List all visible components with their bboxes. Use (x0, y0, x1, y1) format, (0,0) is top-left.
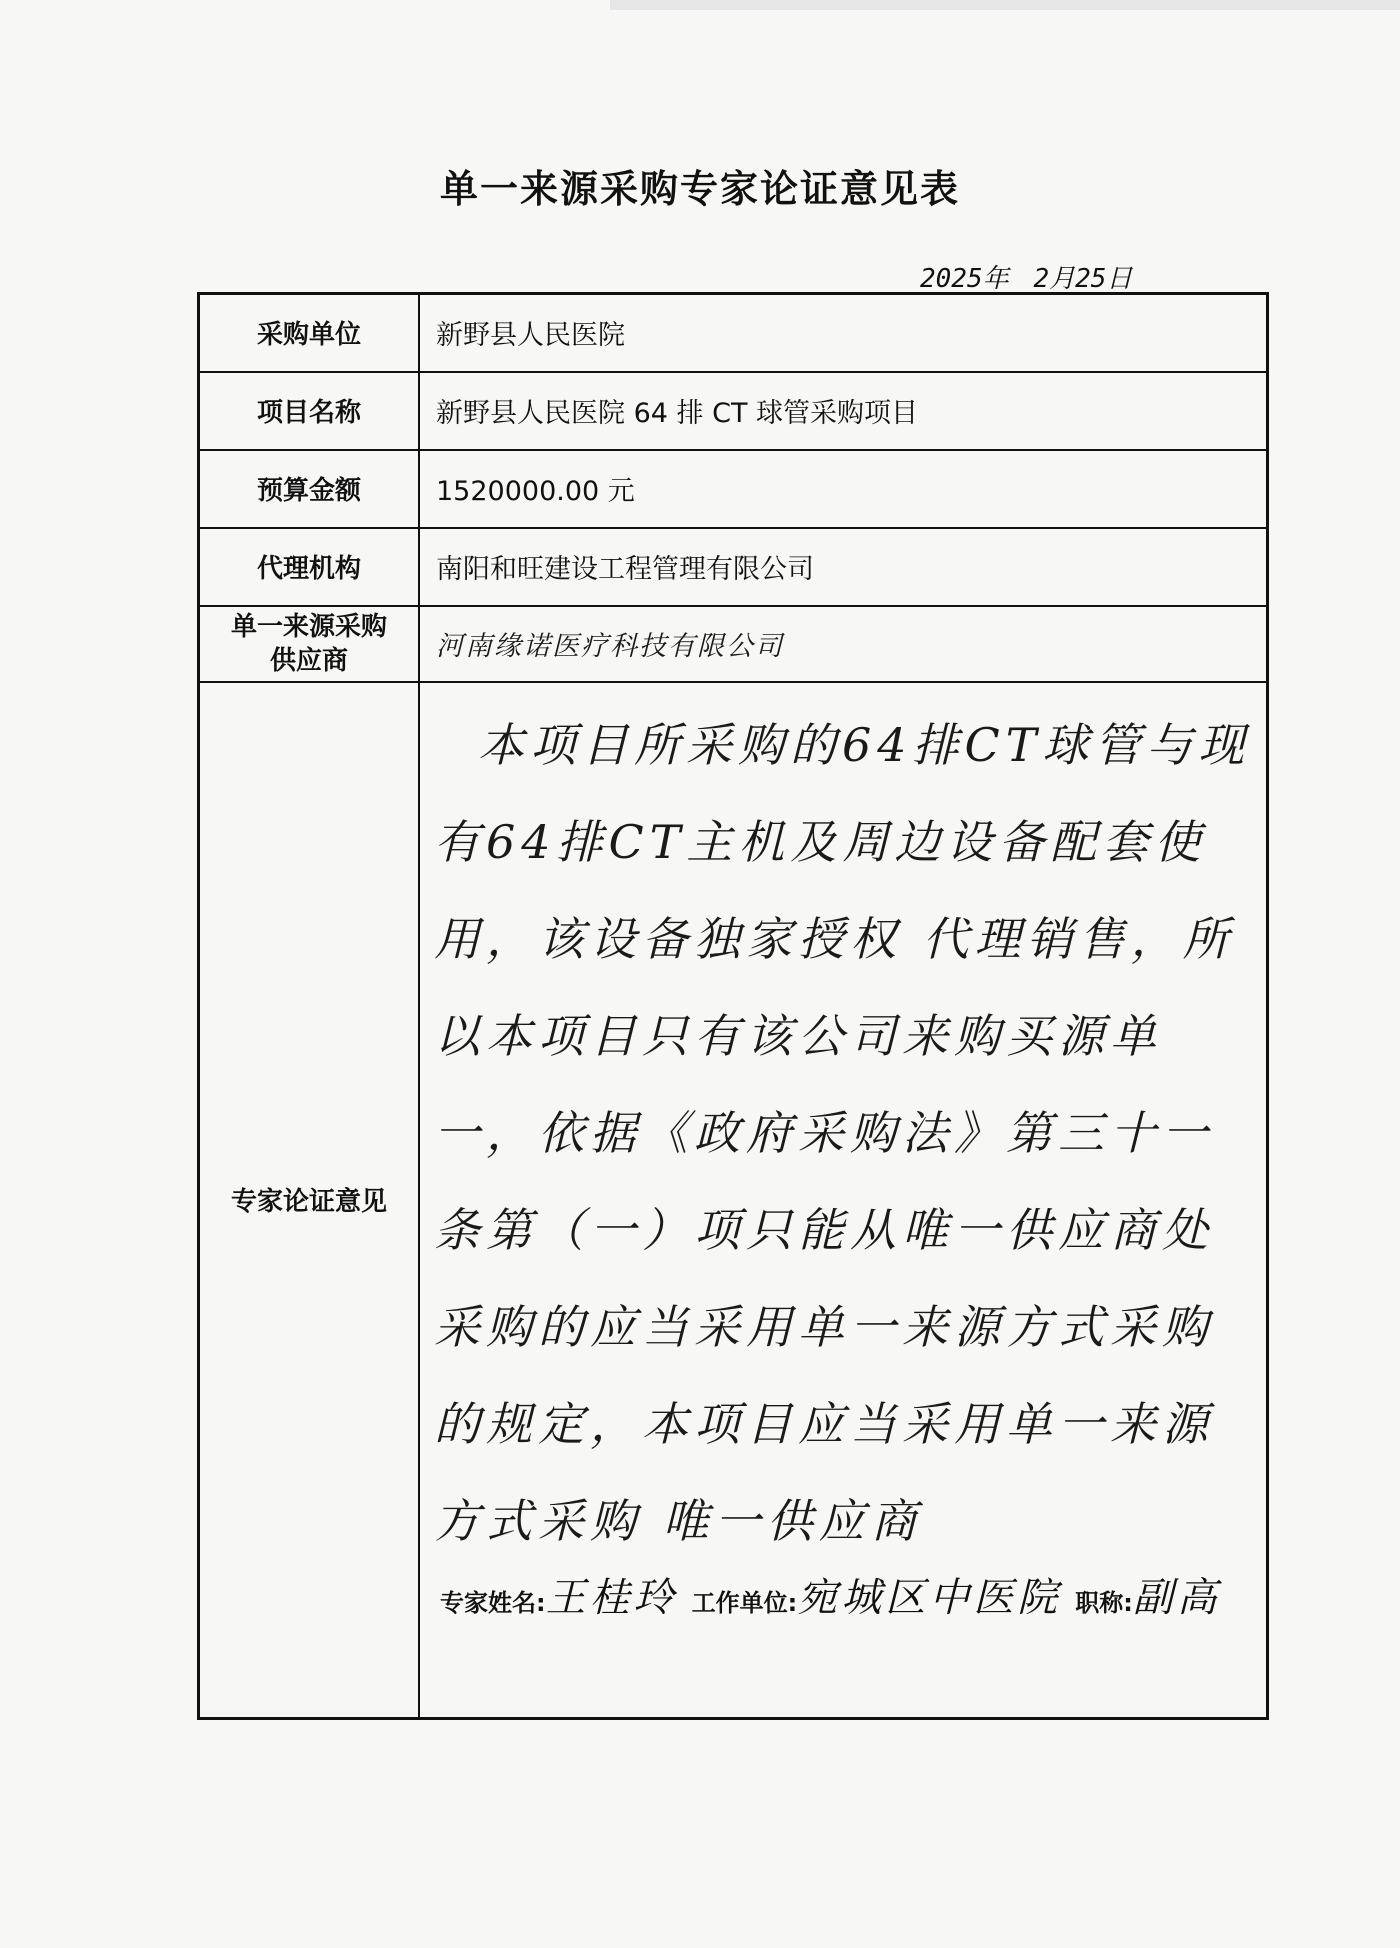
row-purchaser (199, 294, 1268, 372)
supplier-label (199, 606, 420, 682)
opinion-form-table (197, 292, 1269, 1720)
date-year: 2025 (920, 264, 983, 294)
signature-row (440, 1566, 1258, 1623)
expert-name: 王桂玲 (545, 1574, 678, 1621)
row-project (199, 372, 1268, 450)
date-year-label: 年 (982, 264, 1009, 294)
agency-label: 代理机构 (199, 528, 420, 606)
form-date (920, 258, 1132, 295)
row-supplier (199, 606, 1268, 682)
page-title: 单一来源采购专家论证意见表 (439, 167, 960, 211)
row-agency (199, 528, 1268, 606)
work-unit-label: 工作单位: (691, 1588, 798, 1617)
date-day-label: 日 (1106, 264, 1133, 294)
agency-value: 南阳和旺建设工程管理有限公司 (419, 528, 1268, 606)
opinion-label: 专家论证意见 (199, 682, 420, 1719)
top-scan-edge (610, 0, 1400, 10)
budget-label: 预算金额 (199, 450, 420, 528)
expert-name-label: 专家姓名: (440, 1588, 546, 1617)
purchaser-label: 采购单位 (199, 294, 420, 372)
project-label: 项目名称 (199, 372, 420, 450)
opinion-text: 本项目所采购的64排CT球管与现有64排CT主机及周边设备配套使用，该设备独家授权 代理销售，所以本项目只有该公司来购买源单一，依据《政府采购法》第三十一条第（一）项只能从唯一供应商处采购的应当采用单一来源方式采购的规定，本项目应当采用单一来源方式采购 唯一供应商 (434, 717, 1251, 1548)
work-unit: 宛城区中医院 (797, 1574, 1062, 1621)
opinion-cell (419, 682, 1268, 1719)
row-opinion (199, 682, 1268, 1719)
job-title-label: 职称: (1075, 1588, 1133, 1617)
supplier-label-line1: 单一来源采购 (230, 611, 387, 642)
supplier-value: 河南缘诺医疗科技有限公司 (419, 606, 1268, 682)
date-month-day: 2月25 (1033, 264, 1107, 294)
row-budget (199, 450, 1268, 528)
project-value: 新野县人民医院 64 排 CT 球管采购项目 (419, 372, 1268, 450)
job-title: 副高 (1132, 1574, 1221, 1621)
purchaser-value: 新野县人民医院 (419, 294, 1268, 372)
supplier-label-line2: 供应商 (269, 645, 348, 676)
budget-value: 1520000.00 元 (419, 450, 1268, 528)
